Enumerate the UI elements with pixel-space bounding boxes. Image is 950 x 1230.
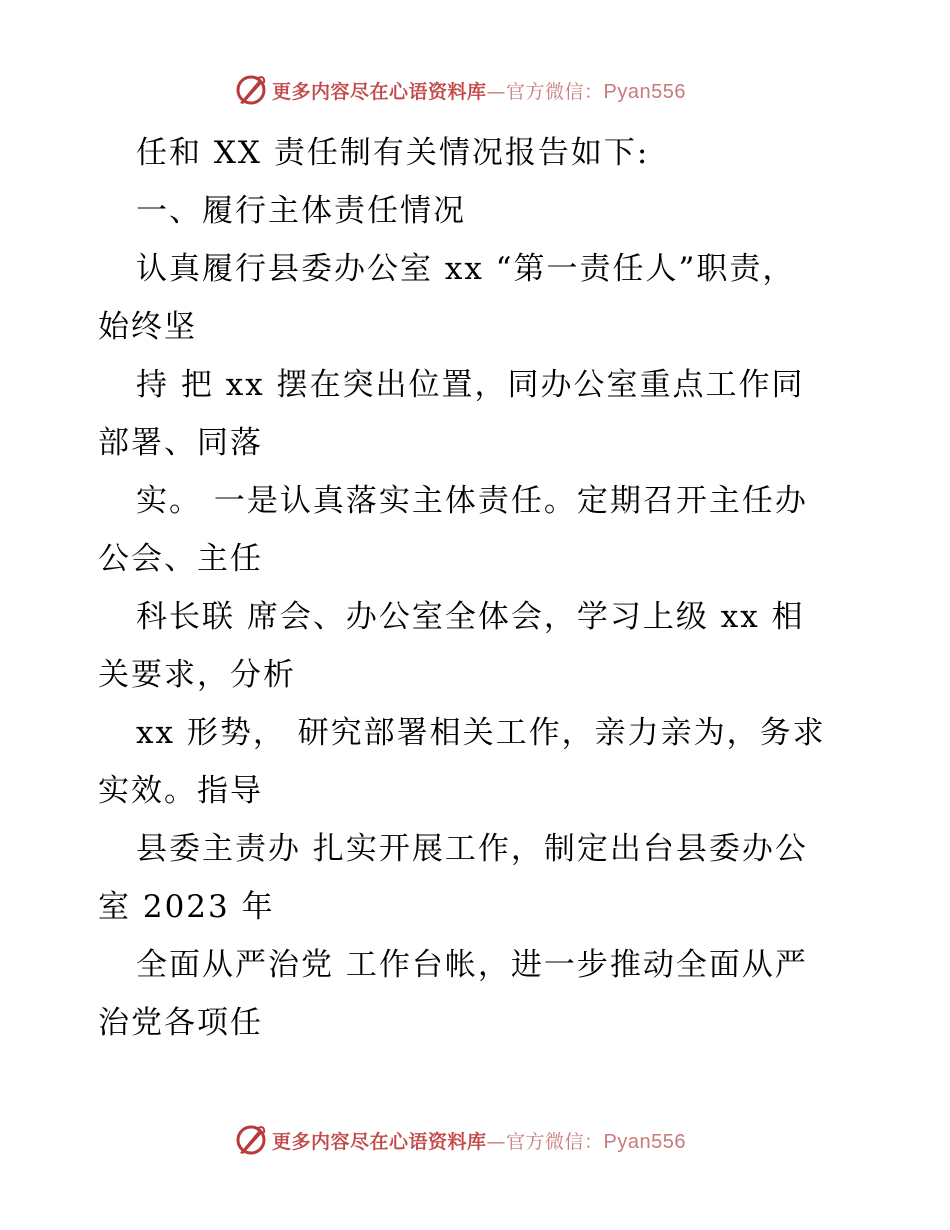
body-line: 认真履行县委办公室 xx “第一责任人”职责， xyxy=(136,251,796,287)
quill-pen-circle-icon xyxy=(234,1123,268,1157)
document-body xyxy=(98,124,858,1052)
header-watermark xyxy=(234,72,686,108)
body-line: 关要求，分析 xyxy=(98,657,296,693)
watermark-account: Pyan556 xyxy=(603,1130,686,1153)
body-line: 全面从严治党 工作台帐，进一步推动全面从严 xyxy=(136,947,808,983)
section-heading: 一、履行主体责任情况 xyxy=(136,193,466,229)
watermark-label: —官方微信： xyxy=(486,1130,604,1153)
body-line: 公会、主任 xyxy=(98,541,263,577)
watermark-brand: 更多内容尽在心语资料库 xyxy=(272,1130,487,1153)
watermark-account: Pyan556 xyxy=(603,80,686,103)
watermark-text xyxy=(272,77,686,104)
body-line: 持 把 xx 摆在突出位置，同办公室重点工作同 xyxy=(136,367,805,403)
body-line: 实效。指导 xyxy=(98,773,263,809)
watermark-brand: 更多内容尽在心语资料库 xyxy=(272,80,487,103)
body-line: 县委主责办 扎实开展工作，制定出台县委办公 xyxy=(136,831,808,867)
body-line: 室 2023 年 xyxy=(98,889,275,925)
quill-pen-circle-icon xyxy=(234,73,268,107)
body-line: 始终坚 xyxy=(98,309,197,345)
body-line: 治党各项任 xyxy=(98,1005,263,1041)
watermark-label: —官方微信： xyxy=(486,80,604,103)
watermark-text xyxy=(272,1127,686,1154)
body-line: xx 形势， 研究部署相关工作，亲力亲为，务求 xyxy=(136,715,826,751)
body-line: 部署、同落 xyxy=(98,425,263,461)
body-line: 实。 一是认真落实主体责任。定期召开主任办 xyxy=(136,483,808,519)
body-line: 科长联 席会、办公室全体会，学习上级 xx 相 xyxy=(136,599,805,635)
footer-watermark xyxy=(234,1122,686,1158)
body-line: 任和 XX 责任制有关情况报告如下: xyxy=(136,135,650,171)
